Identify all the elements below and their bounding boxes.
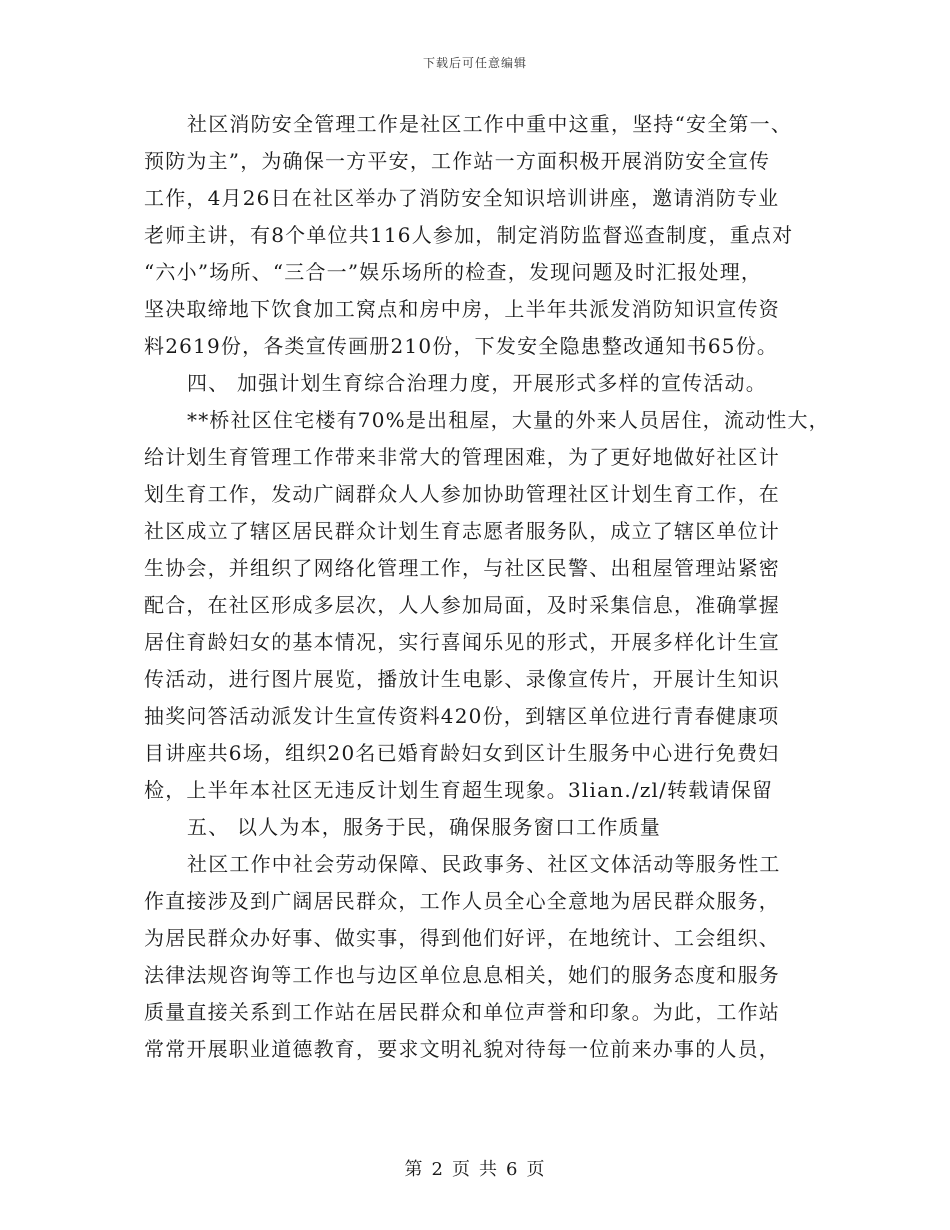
page-footer (0, 1155, 950, 1181)
section-heading-4: 四、 加强计划生育综合治理力度，开展形式多样的宣传活动。 (187, 371, 767, 395)
paragraph-line: 居住育龄妇女的基本情况，实行喜闻乐见的形式，开展多样化计生宣 (144, 630, 780, 654)
paragraph-line: 质量直接关系到工作站在居民群众和单位声誉和印象。为此，工作站 (144, 1000, 780, 1024)
paragraph-line: 社区成立了辖区居民群众计划生育志愿者服务队，成立了辖区单位计 (144, 519, 780, 543)
paragraph-line: 给计划生育管理工作带来非常大的管理困难，为了更好地做好社区计 (144, 445, 780, 469)
paragraph-line: 坚决取缔地下饮食加工窝点和房中房，上半年共派发消防知识宣传资 (144, 297, 780, 321)
paragraph-line: 划生育工作，发动广阔群众人人参加协助管理社区计划生育工作，在 (144, 482, 780, 506)
paragraph-line: 为居民群众办好事、做实事，得到他们好评，在地统计、工会组织、 (144, 926, 780, 950)
total-page-number: 6 (506, 1159, 519, 1180)
footer-suffix: 页 (526, 1159, 546, 1180)
paragraph-line: 作直接涉及到广阔居民群众，工作人员全心全意地为居民群众服务， (144, 889, 780, 913)
page-header-note: 下载后可任意编辑 (422, 56, 527, 70)
paragraph-line: 社区消防安全管理工作是社区工作中重中这重，坚持“安全第一、 (187, 112, 793, 136)
paragraph-line: 工作，4月26日在社区举办了消防安全知识培训讲座，邀请消防专业 (144, 186, 780, 210)
paragraph-line: 传活动，进行图片展览，播放计生电影、录像宣传片，开展计生知识 (144, 667, 780, 691)
section-heading-5: 五、 以人为本，服务于民，确保服务窗口工作质量 (187, 815, 661, 839)
paragraph-line: 料2619份，各类宣传画册210份，下发安全隐患整改通知书65份。 (144, 334, 779, 358)
paragraph-line: 法律法规咨询等工作也与边区单位息息相关，她们的服务态度和服务 (144, 963, 780, 987)
paragraph-line: **桥社区住宅楼有70%是出租屋，大量的外来人员居住，流动性大， (187, 408, 830, 432)
footer-total-word: 共 (479, 1159, 498, 1180)
paragraph-line: 抽奖问答活动派发计生宣传资料420份，到辖区单位进行青春健康项 (144, 704, 780, 728)
paragraph-line: 目讲座共6场，组织20名已婚育龄妇女到区计生服务中心进行免费妇 (144, 741, 780, 765)
paragraph-line: 老师主讲，有8个单位共116人参加，制定消防监督巡查制度，重点对 (144, 223, 794, 247)
document-body (144, 106, 834, 1068)
paragraph-line: 检，上半年本社区无违反计划生育超生现象。3lian./zl/转载请保留 (144, 778, 774, 802)
paragraph-line: “六小”场所、“三合一”娱乐场所的检查，发现问题及时汇报处理， (144, 260, 763, 284)
footer-page-word: 页 (452, 1159, 471, 1180)
paragraph-line: 社区工作中社会劳动保障、民政事务、社区文体活动等服务性工 (187, 852, 781, 876)
paragraph-line: 配合，在社区形成多层次，人人参加局面，及时采集信息，准确掌握 (144, 593, 780, 617)
paragraph-line: 常常开展职业道德教育，要求文明礼貌对待每一位前来办事的人员， (144, 1037, 780, 1061)
current-page-number: 2 (431, 1159, 444, 1180)
paragraph-line: 生协会，并组织了网络化管理工作，与社区民警、出租屋管理站紧密 (144, 556, 780, 580)
footer-prefix: 第 (404, 1159, 424, 1180)
paragraph-line: 预防为主”，为确保一方平安，工作站一方面积极开展消防安全宣传 (144, 149, 771, 173)
